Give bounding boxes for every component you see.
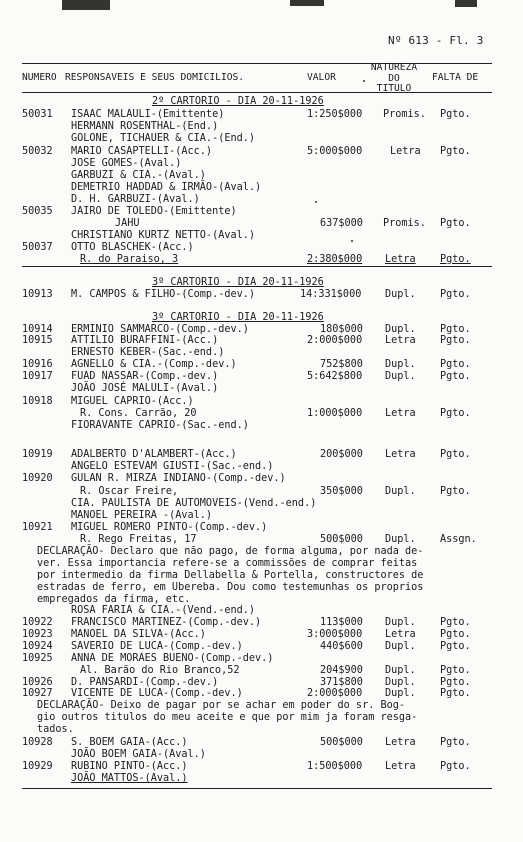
text-line-r10921-falta: Assgn.	[440, 534, 477, 545]
text-line-r50032-num: 50032	[22, 146, 53, 157]
text-line-r10915-num: 10915	[22, 335, 53, 346]
text-line-r10921-num: 10921	[22, 522, 53, 533]
text-line-r10922-a: FRANCISCO MARTINEZ-(Comp.-dev.)	[71, 617, 262, 628]
text-line-r10920-nat: Dupl.	[385, 486, 416, 497]
text-line-r10917-a: FUAD NASSAR-(Comp.-dev.)	[71, 371, 219, 382]
text-line-r10925-valor: 204$900	[320, 665, 363, 676]
text-line-r10928-valor: 500$000	[320, 737, 363, 748]
text-line-r10926-valor: 371$800	[320, 677, 363, 688]
text-line-s2-title: 2º CARTORIO - DIA 20-11-1926	[152, 96, 324, 107]
header-bottom-rule	[22, 92, 492, 93]
text-line-r10928-b: JOÃO BOEM GAIA-(Aval.)	[71, 749, 206, 760]
text-line-r10916-a: AGNELLO & CIA.-(Comp.-dev.)	[71, 359, 237, 370]
text-line-r50031-falta: Pgto.	[440, 109, 471, 120]
text-line-r10922-valor: 113$000	[320, 617, 363, 628]
text-line-r10918-valor: 1:000$000	[307, 408, 363, 419]
text-line-r10924-a: SAVERIO DE LUCA-(Comp.-dev.)	[71, 641, 243, 652]
text-line-r10914-a: ERMINIO SAMMARCO-(Comp.-dev.)	[71, 324, 249, 335]
text-line-r10917-falta: Pgto.	[440, 371, 471, 382]
text-line-r10923-nat: Letra	[385, 629, 416, 640]
text-line-r10918-b: R. Cons. Carrão, 20	[80, 408, 197, 419]
text-line-r10927-valor: 2:000$000	[307, 688, 363, 699]
text-line-r10926-a: D. PANSARDI-(Comp.-dev.)	[71, 677, 219, 688]
ink-dot	[363, 80, 365, 82]
text-line-r50035-falta: Pgto.	[440, 218, 471, 229]
text-line-r10924-falta: Pgto.	[440, 641, 471, 652]
text-line-r10927-falta: Pgto.	[440, 688, 471, 699]
text-line-r10921-a: MIGUEL ROMERO PINTO-(Comp.-dev.)	[71, 522, 268, 533]
text-line-s3a-title: 3º CARTORIO - DIA 20-11-1926	[152, 277, 324, 288]
text-line-decl1-d: estradas de ferro, em Ubereba. Dou como testemunhas os proprios	[37, 582, 424, 593]
text-line-decl1-a: DECLARAÇÃO- Declaro que não pago, de forma alguma, por nada de-	[37, 546, 424, 557]
text-line-r10918-nat: Letra	[385, 408, 416, 419]
text-line-r10925-num: 10925	[22, 653, 53, 664]
text-line-decl2-c: tados.	[37, 724, 74, 735]
text-line-r10917-nat: Dupl.	[385, 371, 416, 382]
text-line-r10923-falta: Pgto.	[440, 629, 471, 640]
ink-dot	[315, 201, 317, 203]
text-line-r50031-b: HERMANN ROSENTHAL-(End.)	[71, 121, 219, 132]
text-line-r10925-nat: Dupl.	[385, 665, 416, 676]
scan-artifact	[455, 0, 477, 7]
text-line-r50032-d: DEMETRIO HADDAD & IRMÃO-(Aval.)	[71, 182, 262, 193]
text-line-r10914-valor: 180$000	[320, 324, 363, 335]
text-line-r10919-valor: 200$000	[320, 449, 363, 460]
text-line-r10920-valor: 350$000	[320, 486, 363, 497]
text-line-r10929-nat: Letra	[385, 761, 416, 772]
text-line-r10913-falta: Pgto.	[440, 289, 471, 300]
text-line-r10915-falta: Pgto.	[440, 335, 471, 346]
column-header-falta-de: FALTA DE	[432, 72, 479, 83]
ink-dot	[351, 240, 353, 242]
text-line-r10913-nat: Dupl.	[385, 289, 416, 300]
text-line-r10929-falta: Pgto.	[440, 761, 471, 772]
text-line-r10915-nat: Letra	[385, 335, 416, 346]
text-line-r10917-b: JOÃO JOSÉ MALULI-(Aval.)	[71, 383, 219, 394]
text-line-r10920-a: GULAN R. MIRZA INDIANO-(Comp.-dev.)	[71, 473, 286, 484]
scan-artifact	[290, 0, 324, 6]
text-line-r10921-nat: Dupl.	[385, 534, 416, 545]
text-line-r10913-a: M. CAMPOS & FILHO-(Comp.-dev.)	[71, 289, 256, 300]
text-line-r10919-a: ADALBERTO D'ALAMBERT-(Acc.)	[71, 449, 237, 460]
text-line-r10920-falta: Pgto.	[440, 486, 471, 497]
text-line-r50037-falta: Pgto.	[440, 254, 471, 265]
text-line-decl2-b: gio outros titulos do meu aceite e que por mim ja foram resga-	[37, 712, 418, 723]
text-line-r10926-num: 10926	[22, 677, 53, 688]
text-line-r10925-falta: Pgto.	[440, 665, 471, 676]
text-line-r50032-nat: Letra	[390, 146, 421, 157]
text-line-r10913-valor: 14:331$000	[300, 289, 362, 300]
text-line-r50031-c: GOLONE, TICHAUER & CIA.-(End.)	[71, 133, 256, 144]
text-line-r10916-falta: Pgto.	[440, 359, 471, 370]
text-line-r10929-num: 10929	[22, 761, 53, 772]
text-line-r10918-num: 10918	[22, 396, 53, 407]
text-line-r10922-falta: Pgto.	[440, 617, 471, 628]
column-header-numero: NUMERO	[22, 72, 57, 83]
natureza-line: TITULO	[376, 83, 412, 94]
bottom-rule	[22, 788, 492, 789]
text-line-r10916-nat: Dupl.	[385, 359, 416, 370]
text-line-r10928-num: 10928	[22, 737, 53, 748]
text-line-s3b-title: 3º CARTORIO - DIA 20-11-1926	[152, 312, 324, 323]
text-line-r10919-falta: Pgto.	[440, 449, 471, 460]
text-line-r50032-a: MARIO CASAPTELLI-(Acc.)	[71, 146, 213, 157]
text-line-r10918-falta: Pgto.	[440, 408, 471, 419]
text-line-r10928-nat: Letra	[385, 737, 416, 748]
text-line-r50031-num: 50031	[22, 109, 53, 120]
text-line-r10925-b: Al. Barão do Rio Branco,52	[80, 665, 240, 676]
text-line-r10914-falta: Pgto.	[440, 324, 471, 335]
text-line-r10916-num: 10916	[22, 359, 53, 370]
text-line-r10917-valor: 5:642$800	[307, 371, 363, 382]
text-line-r10915-b: ERNESTO KEBER-(Sac.-end.)	[71, 347, 225, 358]
text-line-r10915-valor: 2:000$000	[307, 335, 363, 346]
section-rule	[22, 266, 492, 267]
text-line-r10929-a: RUBINO PINTO-(Acc.)	[71, 761, 188, 772]
text-line-r10924-num: 10924	[22, 641, 53, 652]
text-line-r50032-c: GARBUZI & CIA.-(Aval.)	[71, 170, 206, 181]
text-line-r10923-a: MANOEL DA SILVA-(Acc.)	[71, 629, 206, 640]
text-line-r10926-nat: Dupl.	[385, 677, 416, 688]
text-line-r10921-c: ROSA FARIA & CIA.-(Vend.-end.)	[71, 605, 256, 616]
text-line-r10920-num: 10920	[22, 473, 53, 484]
text-line-r50037-b: R. do Paraiso, 3	[80, 254, 179, 265]
text-line-r10921-valor: 500$000	[320, 534, 363, 545]
column-header-responsaveis: RESPONSAVEIS E SEUS DOMICILIOS.	[65, 72, 245, 83]
text-line-r10918-c: FIORAVANTE CAPRIO-(Sac.-end.)	[71, 420, 249, 431]
text-line-r50035-valor: 637$000	[320, 218, 363, 229]
text-line-r10915-a: ATTILIO BURAFFINI-(Acc.)	[71, 335, 219, 346]
text-line-r10916-valor: 752$800	[320, 359, 363, 370]
text-line-r50032-e: D. H. GARBUZI-(Aval.)	[71, 194, 200, 205]
text-line-r10922-nat: Dupl.	[385, 617, 416, 628]
text-line-r10914-nat: Dupl.	[385, 324, 416, 335]
text-line-r50032-b: JOSE GOMES-(Aval.)	[71, 158, 182, 169]
text-line-r10927-nat: Dupl.	[385, 688, 416, 699]
text-line-r10920-c: CIA. PAULISTA DE AUTOMOVEIS-(Vend.-end.)	[71, 498, 317, 509]
text-line-r10929-b: JOÃO MATTOS-(Aval.)	[71, 773, 188, 784]
text-line-r10928-a: S. BOEM GAIA-(Acc.)	[71, 737, 188, 748]
text-line-r50035-nat: Promis.	[383, 218, 426, 229]
page-number: Nº 613 - Fl. 3	[388, 34, 484, 47]
text-line-r50037-nat: Letra	[385, 254, 416, 265]
text-line-r10921-b: R. Rego Freitas, 17	[80, 534, 197, 545]
text-line-r50035-num: 50035	[22, 206, 53, 217]
text-line-r10923-num: 10923	[22, 629, 53, 640]
text-line-r10929-valor: 1:500$000	[307, 761, 363, 772]
text-line-r10919-nat: Letra	[385, 449, 416, 460]
text-line-decl2-a: DECLARAÇÃO- Deixo de pagar por se achar em poder do sr. Bog-	[37, 700, 406, 711]
text-line-r10924-valor: 440$600	[320, 641, 363, 652]
column-header-valor: VALOR	[307, 72, 336, 83]
text-line-r10924-nat: Dupl.	[385, 641, 416, 652]
text-line-r10917-num: 10917	[22, 371, 53, 382]
scan-artifact	[62, 0, 110, 10]
text-line-decl1-b: ver. Essa importancia refere-se a commissões de comprar feitas	[37, 558, 418, 569]
text-line-r10922-num: 10922	[22, 617, 53, 628]
text-line-r10923-valor: 3:000$000	[307, 629, 363, 640]
text-line-r50037-valor: 2:380$000	[307, 254, 363, 265]
text-line-r10918-a: MIGUEL CAPRIO-(Acc.)	[71, 396, 194, 407]
text-line-r10919-num: 10919	[22, 449, 53, 460]
text-line-r10920-d: MANOEL PEREIRA -(Aval.)	[71, 510, 213, 521]
text-line-r10913-num: 10913	[22, 289, 53, 300]
natureza-line: NATUREZA	[370, 62, 418, 73]
text-line-r50031-nat: Promis.	[383, 109, 426, 120]
text-line-r10927-num: 10927	[22, 688, 53, 699]
column-header-natureza	[365, 63, 423, 95]
text-line-r50035-c: CHRISTIANO KURTZ NETTO-(Aval.)	[71, 230, 256, 241]
text-line-r50037-a: OTTO BLASCHEK-(Acc.)	[71, 242, 194, 253]
text-line-r50032-valor: 5:000$000	[307, 146, 363, 157]
text-line-r10927-a: VICENTE DE LUCA-(Comp.-dev.)	[71, 688, 243, 699]
text-line-r10914-num: 10914	[22, 324, 53, 335]
text-line-r50035-b: JAHU	[115, 218, 140, 229]
text-line-r50031-a: ISAAC MALAULI-(Emittente)	[71, 109, 225, 120]
text-line-r10925-a: ANNA DE MORAES BUENO-(Comp.-dev.)	[71, 653, 274, 664]
text-line-r10926-falta: Pgto.	[440, 677, 471, 688]
text-line-r50037-num: 50037	[22, 242, 53, 253]
text-line-r50035-a: JAIRO DE TOLEDO-(Emittente)	[71, 206, 237, 217]
text-line-r10928-falta: Pgto.	[440, 737, 471, 748]
text-line-decl1-e: empregados da firma, etc.	[37, 594, 191, 605]
natureza-line: DO	[388, 72, 400, 84]
text-line-r10919-b: ANGELO ESTEVAM GIUSTI-(Sac.-end.)	[71, 461, 274, 472]
text-line-r50031-valor: 1:250$000	[307, 109, 363, 120]
text-line-decl1-c: por intermedio da firma Dellabella & Portella, constructores de	[37, 570, 424, 581]
text-line-r10920-b: R. Oscar Freire,	[80, 486, 179, 497]
text-line-r50032-falta: Pgto.	[440, 146, 471, 157]
